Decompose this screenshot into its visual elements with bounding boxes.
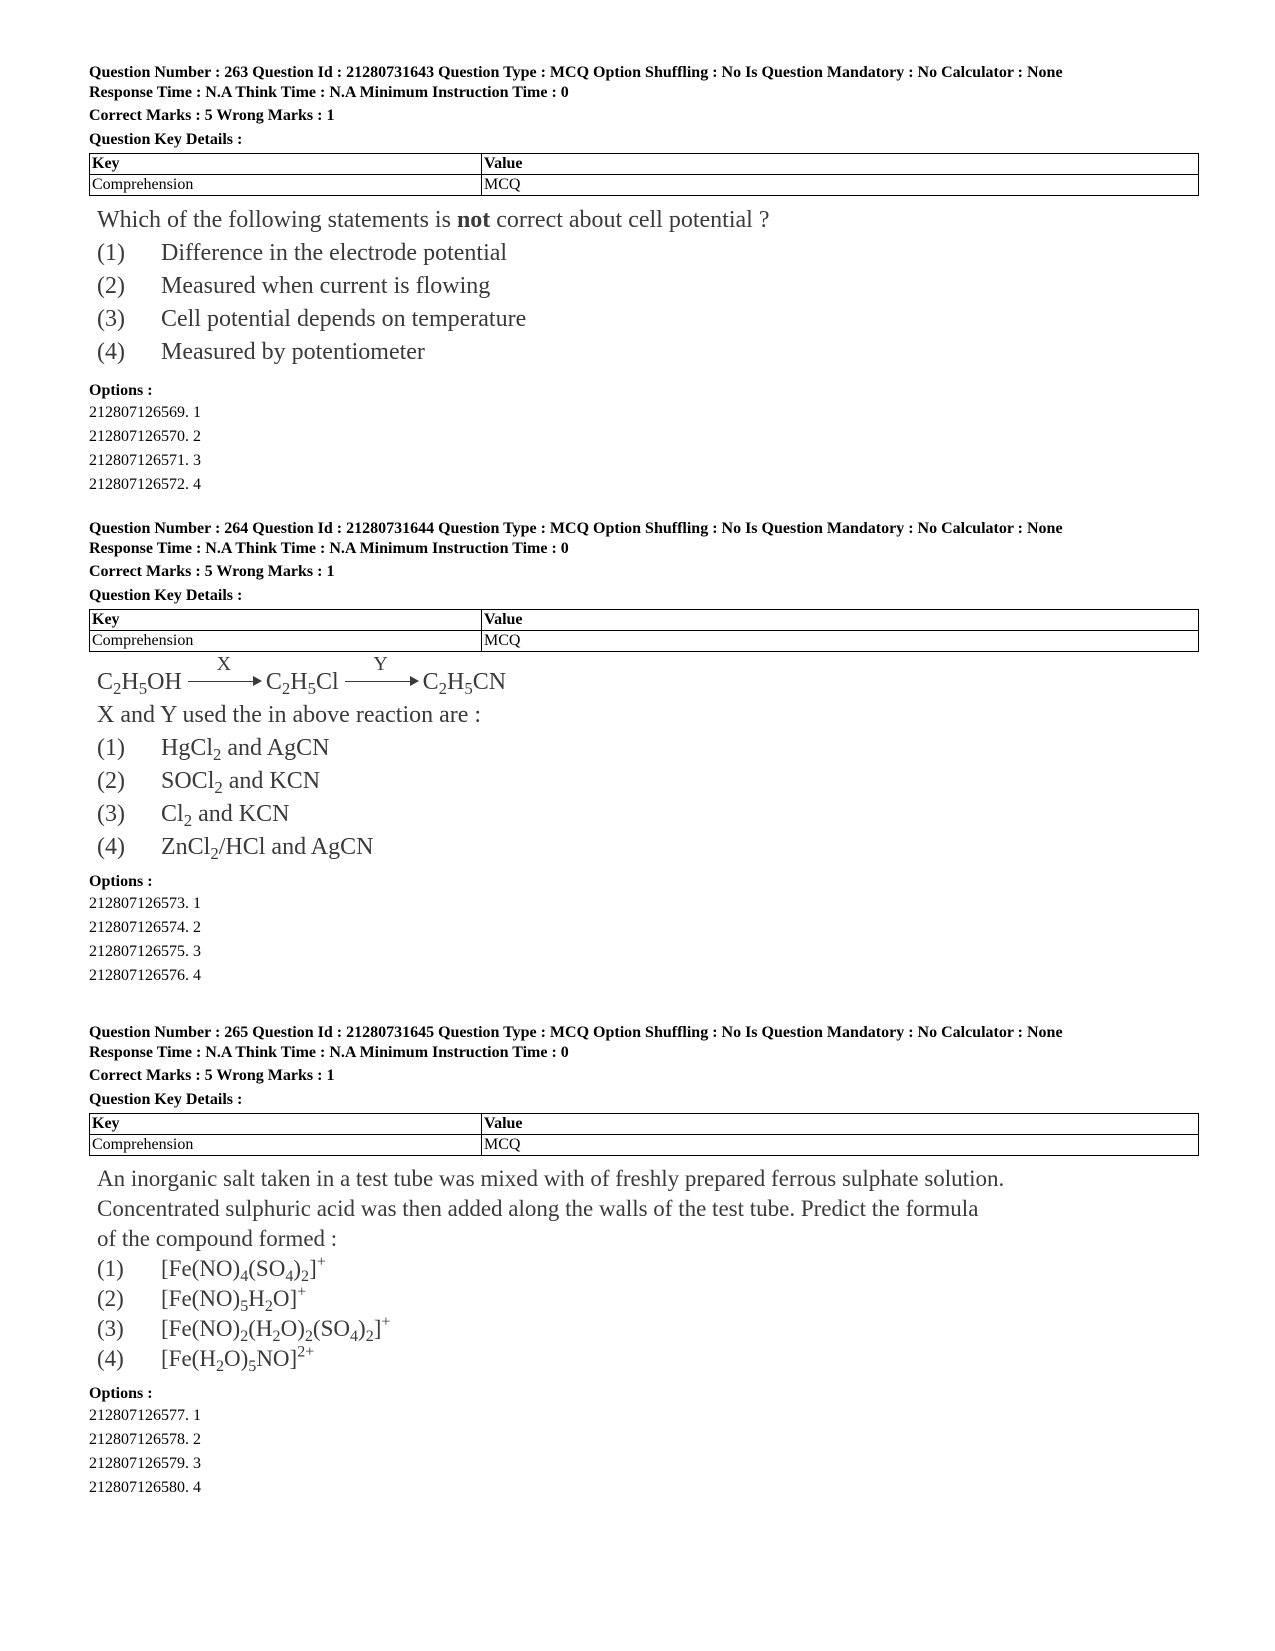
question-header: Question Number : 265 Question Id : 21280731645 Question Type : MCQ Option Shuffling : No Is Question Mandatory : No Calculator : None <box>89 1024 1063 1041</box>
key-details-label: Question Key Details : <box>89 1091 243 1108</box>
question-marks: Correct Marks : 5 Wrong Marks : 1 <box>89 107 335 124</box>
choice-2: (2) Measured when current is flowing <box>97 273 491 299</box>
option-item: 212807126576. 4 <box>89 967 201 984</box>
table-header-key: Key <box>90 1114 482 1135</box>
choice-4: (4) Measured by potentiometer <box>97 339 425 365</box>
option-item: 212807126571. 3 <box>89 452 201 469</box>
question-stem: Which of the following statements is not correct about cell potential ? <box>97 207 770 233</box>
options-label: Options : <box>89 1385 153 1402</box>
question-stem-line-3: of the compound formed : <box>97 1226 338 1251</box>
choice-3: (3) Cell potential depends on temperature <box>97 306 527 332</box>
question-header: Question Number : 263 Question Id : 21280731643 Question Type : MCQ Option Shuffling : No Is Question Mandatory : No Calculator : None <box>89 64 1063 81</box>
option-item: 212807126580. 4 <box>89 1479 201 1496</box>
choice-2: (2) $[Fe(NO)_5H_2O]^+$ <box>97 1283 307 1315</box>
choice-4: (4) $[Fe(H_2O)_5NO]^{2+}$ <box>97 1343 315 1375</box>
choice-3: (3) $Cl_2$ and KCN <box>97 801 290 831</box>
question-timing: Response Time : N.A Think Time : N.A Minimum Instruction Time : 0 <box>89 540 569 557</box>
reaction-arrow-x: X <box>188 666 260 699</box>
option-item: 212807126579. 3 <box>89 1455 201 1472</box>
table-header-value: Value <box>482 1114 1199 1135</box>
question-stem: X and Y used the in above reaction are : <box>97 702 482 728</box>
question-stem-line-2: Concentrated sulphuric acid was then added along the walls of the test tube. Predict the formula <box>97 1196 979 1221</box>
choice-3: (3) $[Fe(NO)_2(H_2O)_2(SO_4)_2]^+$ <box>97 1313 391 1345</box>
key-details-table <box>89 153 1199 196</box>
question-image <box>97 653 1199 864</box>
choice-2: (2) SOCl$_2$ and KCN <box>97 768 321 798</box>
question-timing: Response Time : N.A Think Time : N.A Minimum Instruction Time : 0 <box>89 84 569 101</box>
key-details-table <box>89 609 1199 652</box>
choice-4: (4) ZnCl$_2$/HCl and AgCN <box>97 834 374 864</box>
question-timing: Response Time : N.A Think Time : N.A Minimum Instruction Time : 0 <box>89 1044 569 1061</box>
option-item: 212807126575. 3 <box>89 943 201 960</box>
table-cell-key: Comprehension <box>90 175 482 196</box>
table-header-key: Key <box>90 154 482 175</box>
option-item: 212807126569. 1 <box>89 404 201 421</box>
question-263 <box>89 63 1199 497</box>
question-264 <box>89 519 1199 988</box>
option-item: 212807126572. 4 <box>89 476 201 493</box>
question-marks: Correct Marks : 5 Wrong Marks : 1 <box>89 1067 335 1084</box>
question-image <box>97 1164 1199 1374</box>
table-header-value: Value <box>482 610 1199 631</box>
table-cell-value: MCQ <box>482 175 1199 196</box>
table-cell-value: MCQ <box>482 1135 1199 1156</box>
table-cell-value: MCQ <box>482 631 1199 652</box>
question-stem-line-1: An inorganic salt taken in a test tube was mixed with of freshly prepared ferrous sulphate solution. <box>97 1166 1005 1191</box>
choice-1: (1) $[Fe(NO)_4(SO_4)_2]^+$ <box>97 1253 326 1285</box>
question-header: Question Number : 264 Question Id : 21280731644 Question Type : MCQ Option Shuffling : No Is Question Mandatory : No Calculator : None <box>89 520 1063 537</box>
reaction-scheme: $C_2H_5OH$ X $C_2H_5Cl$ Y $C_2H_5CN$ <box>97 653 507 699</box>
table-header-value: Value <box>482 154 1199 175</box>
key-details-table <box>89 1113 1199 1156</box>
choice-1: (1) Difference in the electrode potential <box>97 240 508 266</box>
question-image <box>97 204 1199 369</box>
table-cell-key: Comprehension <box>90 631 482 652</box>
options-label: Options : <box>89 873 153 890</box>
question-265 <box>89 1023 1199 1500</box>
option-item: 212807126578. 2 <box>89 1431 201 1448</box>
key-details-label: Question Key Details : <box>89 131 243 148</box>
option-item: 212807126573. 1 <box>89 895 201 912</box>
question-marks: Correct Marks : 5 Wrong Marks : 1 <box>89 563 335 580</box>
option-item: 212807126577. 1 <box>89 1407 201 1424</box>
reaction-arrow-y: Y <box>345 666 417 699</box>
option-item: 212807126570. 2 <box>89 428 201 445</box>
options-label: Options : <box>89 382 153 399</box>
option-item: 212807126574. 2 <box>89 919 201 936</box>
choice-1: (1) HgCl$_2$ and AgCN <box>97 735 330 765</box>
table-cell-key: Comprehension <box>90 1135 482 1156</box>
key-details-label: Question Key Details : <box>89 587 243 604</box>
table-header-key: Key <box>90 610 482 631</box>
